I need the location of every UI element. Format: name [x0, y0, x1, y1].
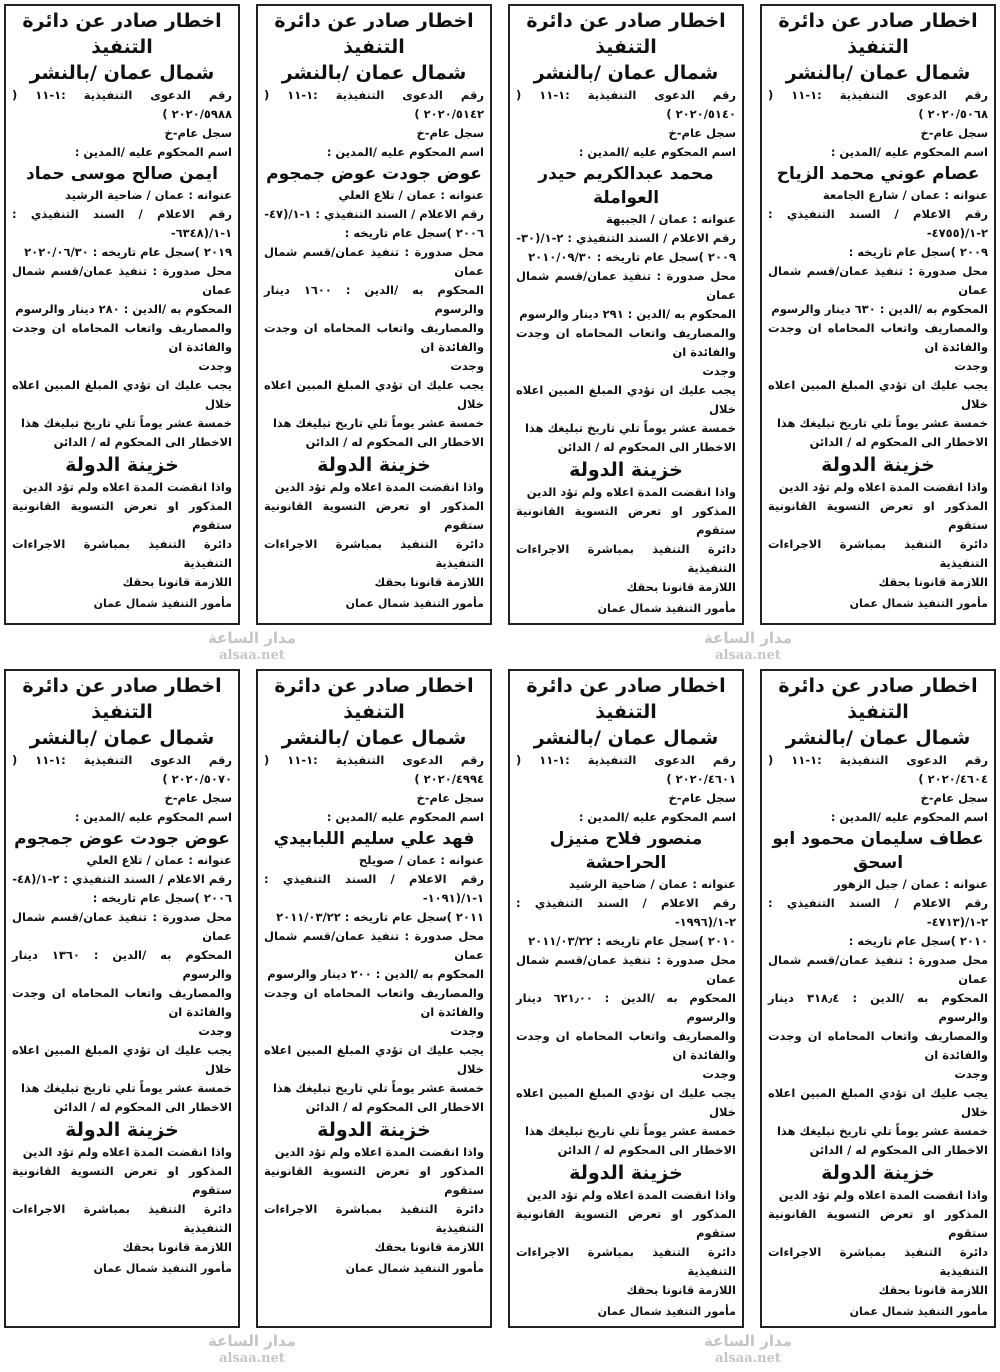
address-line — [12, 851, 232, 870]
notice-text: المذكور او تعرض التسوية القانونية ستقوم — [12, 1164, 232, 1197]
amount-label: المحكوم به /الدين : — [345, 283, 484, 297]
address-label: عنوانه : — [184, 853, 232, 867]
notice-title: شمال عمان /بالنشر — [29, 62, 215, 84]
date-line — [12, 889, 232, 908]
notice-text: اللازمة قانونا بحقك — [122, 575, 232, 589]
notice-text: خمسة عشر يوماً تلي تاريخ تبليغك هذا — [524, 1124, 736, 1138]
date-label: )سجل عام تاريخه : — [344, 910, 452, 924]
notice-text: اللازمة قانونا بحقك — [878, 575, 988, 589]
address-label: عنوانه : — [940, 877, 988, 891]
creditor-name: خزينة الدولة — [821, 1162, 935, 1184]
address-value: عمان / الجبيهة — [605, 212, 689, 226]
notice-text: دائرة التنفيذ بمباشرة الاجراءات التنفيذية — [516, 1245, 736, 1278]
notice-text: والمصاريف واتعاب المحاماه ان وجدت والفائدة ان — [768, 1029, 988, 1062]
watermark-arabic: مدار الساعة — [704, 1332, 792, 1350]
notice-number: ٢-١/(٤٧١٣- — [926, 915, 988, 929]
notice-label: رقم الاعلام / السند التنفيذي : — [63, 872, 232, 886]
notice-title: اخطار صادر عن دائرة التنفيذ — [22, 675, 222, 723]
date-line — [768, 243, 988, 262]
notice-text: اللازمة قانونا بحقك — [374, 575, 484, 589]
notice-text: واذا انقضت المدة اعلاه ولم تؤد الدين — [526, 485, 736, 499]
notice-text: والمصاريف واتعاب المحاماه ان وجدت والفائدة ان — [516, 326, 736, 359]
notice-text: وجدت — [450, 359, 484, 373]
notice-text: اللازمة قانونا بحقك — [626, 580, 736, 594]
notice-number-line — [768, 205, 988, 243]
execution-notice — [4, 669, 240, 1328]
notice-number: ٢-١/(١٩٩٦- — [674, 915, 736, 929]
notice-text: المذكور او تعرض التسوية القانونية ستقوم — [264, 499, 484, 532]
case-number: ( ٢٠٢٠/٥٠٧٠ ) — [12, 753, 232, 786]
notice-text: سجل عام-خ — [668, 791, 736, 805]
notice-number: ٢-١/(٤٨- — [12, 872, 60, 886]
debtor-name: منصور فلاح منيزل الحراحشة — [549, 829, 703, 873]
creditor-name: خزينة الدولة — [65, 1119, 179, 1141]
amount-line — [264, 281, 484, 319]
notice-number-line — [12, 205, 232, 243]
case-number-line — [264, 751, 484, 789]
notices-row — [4, 4, 996, 625]
notice-title: شمال عمان /بالنشر — [533, 727, 719, 749]
address-line — [264, 186, 484, 205]
address-value: عمان / ضاحية الرشيد — [569, 877, 689, 891]
notice-text: اسم المحكوم عليه /المدين : — [578, 145, 736, 159]
notice-text: خمسة عشر يوماً تلي تاريخ تبليغك هذا — [272, 1081, 484, 1095]
notice-text: اسم المحكوم عليه /المدين : — [326, 145, 484, 159]
notice-text: سجل عام-خ — [920, 791, 988, 805]
notice-text: والمصاريف واتعاب المحاماه ان وجدت والفائدة ان — [768, 321, 988, 354]
amount-label: المحكوم به /الدين : — [93, 948, 232, 962]
amount-suffix: دينار والرسوم — [12, 948, 232, 981]
signature: مأمور التنفيذ شمال عمان — [597, 602, 736, 615]
address-line — [264, 851, 484, 870]
notice-text: والمصاريف واتعاب المحاماه ان وجدت والفائدة ان — [516, 1029, 736, 1062]
notice-number: ٢-١/(٤٧٥٥- — [926, 226, 988, 240]
notice-label: رقم الاعلام / السند التنفيذي : — [264, 872, 484, 886]
address-value: عمان / شارع الجامعة — [822, 188, 941, 202]
notice-text: خمسة عشر يوماً تلي تاريخ تبليغك هذا — [20, 1081, 232, 1095]
notice-text: والمصاريف واتعاب المحاماه ان وجدت والفائدة ان — [264, 986, 484, 1019]
address-label: عنوانه : — [436, 188, 484, 202]
watermark-latin: alsaa.net — [219, 1351, 285, 1366]
date-line — [264, 224, 484, 243]
date-value: ٢٠١١/٠٣/٢٢ — [528, 934, 593, 948]
notice-text: المذكور او تعرض التسوية القانونية ستقوم — [516, 1207, 736, 1240]
date-label: )سجل عام تاريخه : — [596, 250, 704, 264]
watermark-arabic: مدار الساعة — [208, 629, 296, 647]
notice-text: واذا انقضت المدة اعلاه ولم تؤد الدين — [526, 1188, 736, 1202]
address-line — [516, 210, 736, 229]
notice-text: خمسة عشر يوماً تلي تاريخ تبليغك هذا — [776, 1124, 988, 1138]
notice-text: اسم المحكوم عليه /المدين : — [74, 145, 232, 159]
notice-text: يجب عليك ان تؤدي المبلغ المبين اعلاه خلال — [264, 1043, 484, 1076]
watermark-strip — [4, 1328, 996, 1372]
notice-text: اسم المحكوم عليه /المدين : — [326, 810, 484, 824]
watermark-latin: alsaa.net — [715, 1351, 781, 1366]
amount-line — [12, 300, 232, 319]
address-line — [768, 186, 988, 205]
notice-text: وجدت — [198, 359, 232, 373]
notice-text: سجل عام-خ — [668, 126, 736, 140]
notice-text: دائرة التنفيذ بمباشرة الاجراءات التنفيذية — [264, 1202, 484, 1235]
notice-number-line — [12, 870, 232, 889]
notice-text: اسم المحكوم عليه /المدين : — [578, 810, 736, 824]
notice-year: ٢٠١١ — [455, 910, 484, 924]
notice-text: اللازمة قانونا بحقك — [374, 1240, 484, 1254]
case-number-line — [768, 86, 988, 124]
notice-year: ٢٠٠٩ — [959, 245, 988, 259]
debtor-name: عوض جودت عوض جمجوم — [266, 164, 482, 184]
watermark-strip — [4, 625, 996, 669]
notice-year: ٢٠١٠ — [959, 934, 988, 948]
notice-number: ٢-١/(٣٠- — [516, 231, 564, 245]
notice-text: دائرة التنفيذ بمباشرة الاجراءات التنفيذية — [516, 542, 736, 575]
notice-year: ٢٠٠٦ — [455, 226, 484, 240]
creditor-name: خزينة الدولة — [317, 1119, 431, 1141]
amount-label: المحكوم به /الدين : — [852, 991, 988, 1005]
notice-text: وجدت — [954, 1067, 988, 1081]
notice-text: اسم المحكوم عليه /المدين : — [830, 810, 988, 824]
date-label: )سجل عام تاريخه : — [92, 245, 200, 259]
notice-title: شمال عمان /بالنشر — [281, 727, 467, 749]
case-number-line — [768, 751, 988, 789]
amount-value: ١٦٠٠ — [303, 283, 332, 297]
notice-number-line — [768, 894, 988, 932]
debtor-name: فهد علي سليم اللبابيدي — [273, 829, 475, 849]
case-number: ( ٢٠٢٠/٥١٤٠ ) — [516, 88, 736, 121]
notice-text: الاخطار الى المحكوم له / الدائن — [809, 1143, 988, 1157]
address-label: عنوانه : — [688, 877, 736, 891]
notice-year: ٢٠١٩ — [203, 245, 232, 259]
case-number-line — [516, 751, 736, 789]
notice-text: يجب عليك ان تؤدي المبلغ المبين اعلاه خلال — [768, 378, 988, 411]
execution-notice — [508, 4, 744, 625]
amount-suffix: دينار والرسوم — [768, 991, 988, 1024]
notice-label: رقم الاعلام / السند التنفيذي : — [768, 896, 988, 910]
date-value: ٢٠١١/٠٣/٢٢ — [276, 910, 341, 924]
notice-text: يجب عليك ان تؤدي المبلغ المبين اعلاه خلال — [516, 1086, 736, 1119]
notice-title: اخطار صادر عن دائرة التنفيذ — [274, 675, 474, 723]
notice-text: خمسة عشر يوماً تلي تاريخ تبليغك هذا — [20, 416, 232, 430]
debtor-name: عطاف سليمان محمود ابو اسحق — [772, 829, 984, 873]
notice-text: سجل عام-خ — [416, 791, 484, 805]
notice-text: الاخطار الى المحكوم له / الدائن — [53, 1100, 232, 1114]
amount-label: المحكوم به /الدين : — [375, 967, 484, 981]
amount-suffix: دينار والرسوم — [15, 302, 95, 316]
date-value: ٢٠١٠/٠٩/٣٠ — [528, 250, 593, 264]
notice-title: شمال عمان /بالنشر — [785, 727, 971, 749]
debtor-name: عوض جودت عوض جمجوم — [14, 829, 230, 849]
notice-title: شمال عمان /بالنشر — [29, 727, 215, 749]
case-number: ( ٢٠٢٠/٤٦٠١ ) — [516, 753, 736, 786]
notice-title: اخطار صادر عن دائرة التنفيذ — [274, 10, 474, 58]
notice-text: المذكور او تعرض التسوية القانونية ستقوم — [12, 499, 232, 532]
address-value: عمان / جبل الزهور — [834, 877, 941, 891]
date-line — [516, 932, 736, 951]
case-number-line — [12, 751, 232, 789]
notice-text: اسم المحكوم عليه /المدين : — [74, 810, 232, 824]
notice-text: خمسة عشر يوماً تلي تاريخ تبليغك هذا — [524, 421, 736, 435]
execution-notice — [4, 4, 240, 625]
amount-suffix: دينار والرسوم — [519, 307, 599, 321]
address-line — [12, 186, 232, 205]
notice-label: رقم الاعلام / السند التنفيذي : — [768, 207, 988, 221]
signature: مأمور التنفيذ شمال عمان — [849, 1305, 988, 1318]
notices-row — [4, 669, 996, 1328]
notice-text: واذا انقضت المدة اعلاه ولم تؤد الدين — [274, 480, 484, 494]
case-label: رقم الدعوى التنفيذية :١-١١ — [791, 88, 988, 102]
notice-text: واذا انقضت المدة اعلاه ولم تؤد الدين — [274, 1145, 484, 1159]
watermark-arabic: مدار الساعة — [208, 1332, 296, 1350]
signature: مأمور التنفيذ شمال عمان — [849, 597, 988, 610]
creditor-name: خزينة الدولة — [317, 454, 431, 476]
notice-text: محل صدورة : تنفيذ عمان/قسم شمال عمان — [516, 269, 736, 302]
address-line — [768, 875, 988, 894]
notice-text: دائرة التنفيذ بمباشرة الاجراءات التنفيذية — [768, 1245, 988, 1278]
amount-value: ٦٢١٫٠٠ — [553, 991, 593, 1005]
notice-title: اخطار صادر عن دائرة التنفيذ — [526, 675, 726, 723]
address-value: عمان / ضاحية الرشيد — [65, 188, 185, 202]
notice-label: رقم الاعلام / السند التنفيذي : — [12, 207, 232, 221]
notice-text: يجب عليك ان تؤدي المبلغ المبين اعلاه خلال — [12, 378, 232, 411]
case-number: ( ٢٠٢٠/٥٠٦٨ ) — [768, 88, 988, 121]
notice-text: سجل عام-خ — [416, 126, 484, 140]
notice-text: محل صدورة : تنفيذ عمان/قسم شمال عمان — [12, 264, 232, 297]
amount-value: ٢٠٠ — [350, 967, 372, 981]
notice-text: واذا انقضت المدة اعلاه ولم تؤد الدين — [22, 1145, 232, 1159]
amount-value: ٢٩١ — [602, 307, 624, 321]
notice-text: اللازمة قانونا بحقك — [878, 1283, 988, 1297]
notice-text: يجب عليك ان تؤدي المبلغ المبين اعلاه خلال — [264, 378, 484, 411]
notice-text: الاخطار الى المحكوم له / الدائن — [557, 440, 736, 454]
notice-title: اخطار صادر عن دائرة التنفيذ — [778, 10, 978, 58]
notice-title: اخطار صادر عن دائرة التنفيذ — [526, 10, 726, 58]
notice-text: محل صدورة : تنفيذ عمان/قسم شمال عمان — [12, 910, 232, 943]
notice-text: خمسة عشر يوماً تلي تاريخ تبليغك هذا — [776, 416, 988, 430]
notice-text: المذكور او تعرض التسوية القانونية ستقوم — [768, 499, 988, 532]
watermark-arabic: مدار الساعة — [704, 629, 792, 647]
amount-value: ١٣٦٠ — [51, 948, 80, 962]
amount-suffix: دينار والرسوم — [267, 967, 347, 981]
notice-number: ١-١/(٦٣٤٨- — [170, 226, 232, 240]
notice-text: سجل عام-خ — [164, 126, 232, 140]
notice-text: محل صدورة : تنفيذ عمان/قسم شمال عمان — [768, 953, 988, 986]
address-value: عمان / صويلح — [358, 853, 437, 867]
notice-number-line — [516, 894, 736, 932]
signature: مأمور التنفيذ شمال عمان — [93, 1262, 232, 1275]
signature: مأمور التنفيذ شمال عمان — [345, 597, 484, 610]
notice-text: يجب عليك ان تؤدي المبلغ المبين اعلاه خلال — [12, 1043, 232, 1076]
case-label: رقم الدعوى التنفيذية :١-١١ — [791, 753, 988, 767]
notice-text: سجل عام-خ — [920, 126, 988, 140]
amount-label: المحكوم به /الدين : — [123, 302, 232, 316]
notice-text: المذكور او تعرض التسوية القانونية ستقوم — [264, 1164, 484, 1197]
notice-label: رقم الاعلام / السند التنفيذي : — [567, 231, 736, 245]
date-value: ٢٠٢٠/٠٦/٣٠ — [24, 245, 89, 259]
notice-text: محل صدورة : تنفيذ عمان/قسم شمال عمان — [516, 953, 736, 986]
notice-text: يجب عليك ان تؤدي المبلغ المبين اعلاه خلال — [768, 1086, 988, 1119]
notice-text: دائرة التنفيذ بمباشرة الاجراءات التنفيذية — [12, 537, 232, 570]
notice-text: الاخطار الى المحكوم له / الدائن — [305, 1100, 484, 1114]
case-number: ( ٢٠٢٠/٤٦٠٤ ) — [768, 753, 988, 786]
notice-text: وجدت — [954, 359, 988, 373]
debtor-name: محمد عبدالكريم حيدر العواملة — [538, 164, 714, 208]
amount-line — [12, 946, 232, 984]
creditor-name: خزينة الدولة — [821, 454, 935, 476]
creditor-name: خزينة الدولة — [65, 454, 179, 476]
address-value: عمان / تلاع العلي — [338, 188, 437, 202]
amount-suffix: دينار والرسوم — [264, 283, 484, 316]
execution-notice — [256, 669, 492, 1328]
notice-text: والمصاريف واتعاب المحاماه ان وجدت والفائدة ان — [12, 986, 232, 1019]
notice-text: سجل عام-خ — [164, 791, 232, 805]
date-line — [768, 932, 988, 951]
debtor-name: ايمن صالح موسى حماد — [26, 164, 218, 184]
signature: مأمور التنفيذ شمال عمان — [597, 1305, 736, 1318]
notice-text: واذا انقضت المدة اعلاه ولم تؤد الدين — [778, 480, 988, 494]
notice-text: دائرة التنفيذ بمباشرة الاجراءات التنفيذية — [12, 1202, 232, 1235]
notice-text: وجدت — [702, 1067, 736, 1081]
case-label: رقم الدعوى التنفيذية :١-١١ — [539, 88, 736, 102]
notice-text: اللازمة قانونا بحقك — [122, 1240, 232, 1254]
address-line — [516, 875, 736, 894]
case-label: رقم الدعوى التنفيذية :١-١١ — [539, 753, 736, 767]
case-number-line — [12, 86, 232, 124]
debtor-name: عصام عوني محمد الزياح — [776, 164, 980, 184]
address-label: عنوانه : — [184, 188, 232, 202]
date-label: )سجل عام تاريخه : — [848, 934, 956, 948]
address-value: عمان / تلاع العلي — [86, 853, 185, 867]
amount-value: ٣١٨٫٤ — [806, 991, 840, 1005]
creditor-name: خزينة الدولة — [569, 1162, 683, 1184]
notice-title: شمال عمان /بالنشر — [281, 62, 467, 84]
amount-line — [516, 305, 736, 324]
notice-text: الاخطار الى المحكوم له / الدائن — [809, 435, 988, 449]
notice-text: محل صدورة : تنفيذ عمان/قسم شمال عمان — [264, 929, 484, 962]
signature: مأمور التنفيذ شمال عمان — [345, 1262, 484, 1275]
execution-notice — [760, 4, 996, 625]
amount-label: المحكوم به /الدين : — [627, 307, 736, 321]
notice-text: محل صدورة : تنفيذ عمان/قسم شمال عمان — [768, 264, 988, 297]
notice-title: شمال عمان /بالنشر — [533, 62, 719, 84]
notice-year: ٢٠٠٦ — [203, 891, 232, 905]
notice-number-line — [264, 205, 484, 224]
date-line — [264, 908, 484, 927]
notice-text: دائرة التنفيذ بمباشرة الاجراءات التنفيذية — [768, 537, 988, 570]
watermark — [208, 1332, 296, 1368]
amount-line — [768, 300, 988, 319]
case-number-line — [516, 86, 736, 124]
notice-text: دائرة التنفيذ بمباشرة الاجراءات التنفيذية — [264, 537, 484, 570]
notice-title: شمال عمان /بالنشر — [785, 62, 971, 84]
watermark — [704, 629, 792, 665]
notice-label: رقم الاعلام / السند التنفيذي : — [315, 207, 484, 221]
notice-number: ١-١/(٤٧- — [264, 207, 312, 221]
notice-text: وجدت — [702, 364, 736, 378]
notice-text: المذكور او تعرض التسوية القانونية ستقوم — [768, 1207, 988, 1240]
notice-title: اخطار صادر عن دائرة التنفيذ — [22, 10, 222, 58]
notice-text: خمسة عشر يوماً تلي تاريخ تبليغك هذا — [272, 416, 484, 430]
notice-title: اخطار صادر عن دائرة التنفيذ — [778, 675, 978, 723]
amount-line — [768, 989, 988, 1027]
address-label: عنوانه : — [436, 853, 484, 867]
notice-text: الاخطار الى المحكوم له / الدائن — [557, 1143, 736, 1157]
notice-text: اللازمة قانونا بحقك — [626, 1283, 736, 1297]
execution-notice — [508, 669, 744, 1328]
watermark — [704, 1332, 792, 1368]
case-number: ( ٢٠٢٠/٥١٤٢ ) — [264, 88, 484, 121]
case-number: ( ٢٠٢٠/٥٩٨٨ ) — [12, 88, 232, 121]
notice-text: وجدت — [198, 1024, 232, 1038]
amount-label: المحكوم به /الدين : — [879, 302, 988, 316]
case-number-line — [264, 86, 484, 124]
case-label: رقم الدعوى التنفيذية :١-١١ — [287, 753, 484, 767]
amount-value: ٦٣٠ — [854, 302, 876, 316]
watermark-latin: alsaa.net — [219, 648, 285, 663]
notice-number: ١-١/(١٠٩١- — [422, 891, 484, 905]
notice-year: ٢٠٠٩ — [707, 250, 736, 264]
date-label: )سجل عام تاريخه : — [596, 934, 704, 948]
watermark-latin: alsaa.net — [715, 648, 781, 663]
case-label: رقم الدعوى التنفيذية :١-١١ — [287, 88, 484, 102]
date-label: )سجل عام تاريخه : — [344, 226, 452, 240]
notice-text: واذا انقضت المدة اعلاه ولم تؤد الدين — [22, 480, 232, 494]
notice-text: واذا انقضت المدة اعلاه ولم تؤد الدين — [778, 1188, 988, 1202]
notice-number-line — [516, 229, 736, 248]
execution-notice — [256, 4, 492, 625]
amount-value: ٢٨٠ — [98, 302, 120, 316]
notice-text: وجدت — [450, 1024, 484, 1038]
notice-text: الاخطار الى المحكوم له / الدائن — [305, 435, 484, 449]
notice-text: الاخطار الى المحكوم له / الدائن — [53, 435, 232, 449]
case-label: رقم الدعوى التنفيذية :١-١١ — [35, 88, 232, 102]
date-line — [12, 243, 232, 262]
case-number: ( ٢٠٢٠/٤٩٩٤ ) — [264, 753, 484, 786]
notice-text: اسم المحكوم عليه /المدين : — [830, 145, 988, 159]
notice-text: والمصاريف واتعاب المحاماه ان وجدت والفائدة ان — [12, 321, 232, 354]
notice-label: رقم الاعلام / السند التنفيذي : — [516, 896, 736, 910]
amount-suffix: دينار والرسوم — [516, 991, 736, 1024]
creditor-name: خزينة الدولة — [569, 459, 683, 481]
watermark — [208, 629, 296, 665]
address-label: عنوانه : — [940, 188, 988, 202]
date-label: )سجل عام تاريخه : — [848, 245, 956, 259]
notice-year: ٢٠١٠ — [707, 934, 736, 948]
date-line — [516, 248, 736, 267]
amount-line — [516, 989, 736, 1027]
date-label: )سجل عام تاريخه : — [92, 891, 200, 905]
notice-text: يجب عليك ان تؤدي المبلغ المبين اعلاه خلال — [516, 383, 736, 416]
notice-text: والمصاريف واتعاب المحاماه ان وجدت والفائدة ان — [264, 321, 484, 354]
address-label: عنوانه : — [688, 212, 736, 226]
notice-text: محل صدورة : تنفيذ عمان/قسم شمال عمان — [264, 245, 484, 278]
case-label: رقم الدعوى التنفيذية :١-١١ — [35, 753, 232, 767]
amount-suffix: دينار والرسوم — [771, 302, 851, 316]
execution-notice — [760, 669, 996, 1328]
amount-line — [264, 965, 484, 984]
notice-number-line — [264, 870, 484, 908]
notice-text: المذكور او تعرض التسوية القانونية ستقوم — [516, 504, 736, 537]
signature: مأمور التنفيذ شمال عمان — [93, 597, 232, 610]
amount-label: المحكوم به /الدين : — [604, 991, 736, 1005]
